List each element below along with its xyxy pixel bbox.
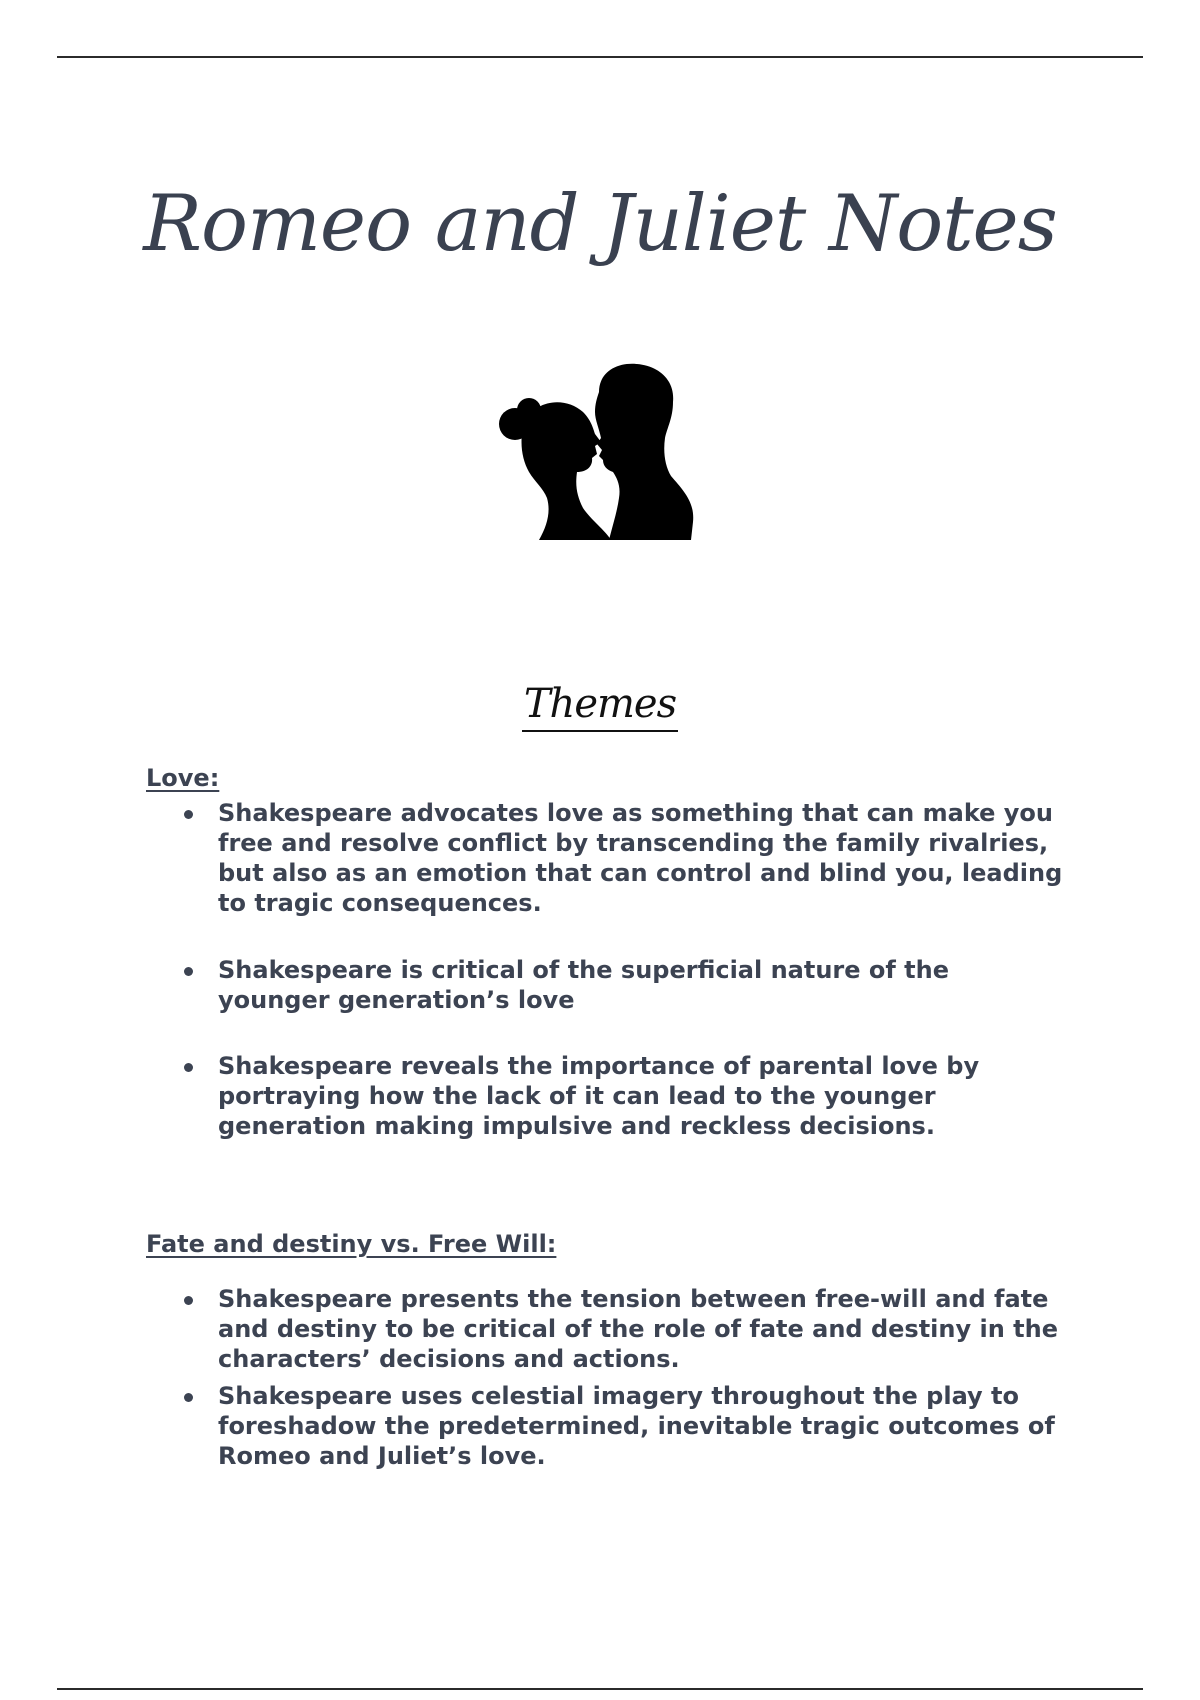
bullet-icon bbox=[184, 967, 193, 976]
fate-bullet-list-2 bbox=[168, 1381, 1068, 1471]
fate-subheading: Fate and destiny vs. Free Will: bbox=[146, 1230, 557, 1258]
themes-heading: Themes bbox=[0, 680, 1200, 732]
list-item: Shakespeare is critical of the superficial nature of the younger generation’s love bbox=[168, 955, 1068, 1015]
bullet-icon bbox=[184, 1063, 193, 1072]
bottom-rule bbox=[57, 1688, 1143, 1690]
bullet-icon bbox=[184, 1393, 193, 1402]
list-item: Shakespeare presents the tension between free-will and fate and destiny to be critical of the role of fate and destiny in the characters’ decisions and actions. bbox=[168, 1284, 1068, 1374]
love-bullet-list-1 bbox=[168, 798, 1068, 918]
fate-bullet-list-1 bbox=[168, 1284, 1068, 1374]
bullet-icon bbox=[184, 1296, 193, 1305]
couple-silhouette-icon bbox=[495, 362, 695, 540]
bullet-icon bbox=[184, 810, 193, 819]
love-bullet-list-3 bbox=[168, 1051, 1068, 1141]
love-bullet-list-2 bbox=[168, 955, 1068, 1015]
list-item: Shakespeare reveals the importance of parental love by portraying how the lack of it can lead to the younger generation making impulsive and reckless decisions. bbox=[168, 1051, 1068, 1141]
list-item: Shakespeare uses celestial imagery throughout the play to foreshadow the predetermined, inevitable tragic outcomes of Romeo and Juliet’s love. bbox=[168, 1381, 1068, 1471]
top-rule bbox=[57, 56, 1143, 58]
love-subheading: Love: bbox=[146, 764, 220, 792]
list-item: Shakespeare advocates love as something that can make you free and resolve conflict by transcending the family rivalries, but also as an emotion that can control and blind you, leading to tragic consequences. bbox=[168, 798, 1068, 918]
page-title: Romeo and Juliet Notes bbox=[143, 179, 1057, 269]
